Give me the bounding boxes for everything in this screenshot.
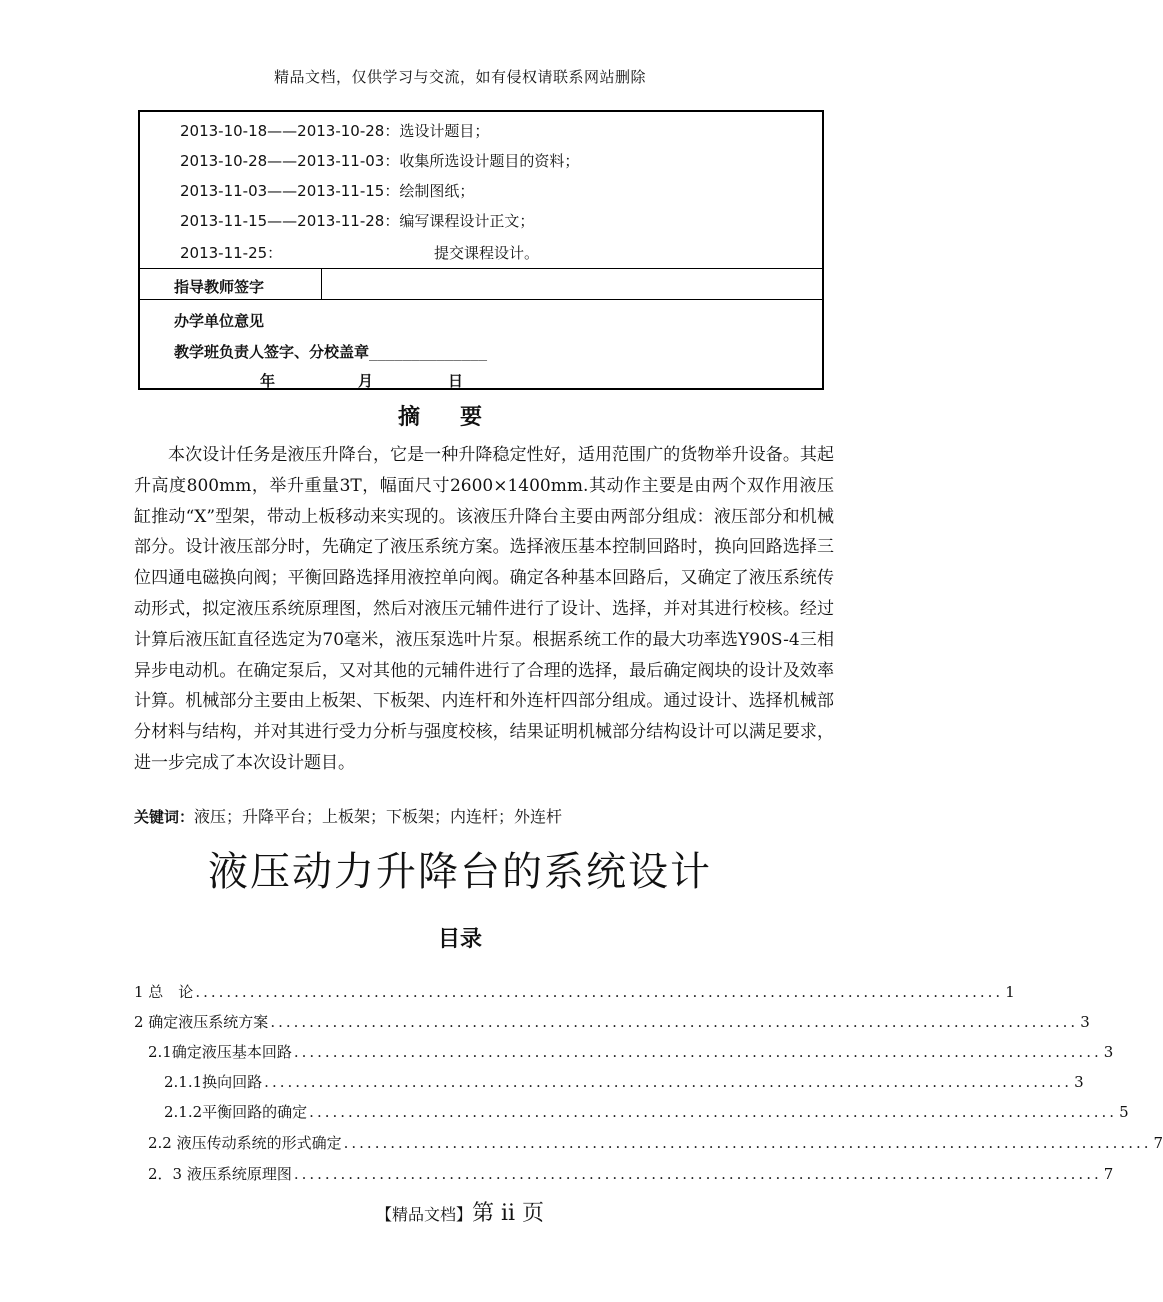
schedule-row [180,150,579,171]
date-month: 月 [358,372,374,390]
toc-entry[interactable] [134,1011,1090,1035]
schedule-row [180,242,539,263]
toc-entry-label: 1 总 论 [134,983,194,1001]
toc-entry-page: 1 [1005,983,1015,1001]
footer-prefix: 【精品文档】 [375,1205,472,1224]
date-day: 日 [448,372,464,390]
signature-label: 教学班负责人签字、分校盖章 [174,343,370,361]
table-divider [140,268,822,269]
document-title: 液压动力升降台的系统设计 [208,849,712,895]
toc-leader-dots: ........................................................................................................ [270,1013,1079,1031]
toc-entry-label: 2.2 液压传动系统的形式确定 [148,1134,342,1152]
schedule-dates: 2013-10-18——2013-10-28： [180,122,400,140]
toc-entry-page: 5 [1119,1103,1129,1121]
toc-entry[interactable] [164,1101,1129,1125]
keywords-line [134,804,562,827]
header-note: 精品文档，仅供学习与交流，如有侵权请联系网站删除 [273,68,646,86]
supervisor-label: 指导教师签字 [174,278,265,296]
toc-entry-page: 7 [1153,1134,1163,1152]
toc-entry-page: 3 [1080,1013,1090,1031]
toc-entry[interactable] [148,1132,1163,1156]
toc-entry-label: 2.1.2平衡回路的确定 [164,1103,308,1121]
toc-leader-dots: ........................................................................................................ [264,1073,1073,1091]
schedule-task: 收集所选设计题目的资料； [399,152,580,170]
footer-page-label: 第 ii 页 [471,1201,545,1226]
table-divider [140,299,822,300]
abstract-body [134,440,834,779]
toc-entry[interactable] [148,1163,1114,1187]
abstract-text: 本次设计任务是液压升降台，它是一种升降稳定性好，适用范围广的货物举升设备。其起升高度800mm，举升重量3T，幅面尺寸2600×1400mm.其动作主要是由两个双作用液压缸推动“X”型架，带动上板移动来实现的。该液压升降台主要由两部分组成：液压部分和机械部分。设计液压部分时，先确定了液压系统方案。选择液压基本控制回路时，换向回路选择三位四通电磁换向阀；平衡回路选择用液控单向阀。确定各种基本回路后，又确定了液压系统传动形式，拟定液压系统原理图，然后对液压元辅件进行了设计、选择，并对其进行校核。经过计算后液压缸直径选定为70毫米，液压泵选叶片泵。根据系统工作的最大功率选Y90S-4三相异步电动机。在确定泵后，又对其他的元辅件进行了合理的选择，最后确定阀块的设计及效率计算。机械部分主要由上板架、下板架、内连杆和外连杆四部分组成。通过设计、选择机械部分材料与结构，并对其进行受力分析与强度校核，结果证明机械部分结构设计可以满足要求，进一步完成了本次设计题目。 [134,445,834,773]
toc-leader-dots: ........................................................................................................ [343,1134,1152,1152]
schedule-dates: 2013-10-28——2013-11-03： [180,152,400,170]
schedule-row [180,180,474,201]
signature-blank: ______________ [369,345,488,361]
toc-entry-label: 2 确定液压系统方案 [134,1013,269,1031]
toc-entry[interactable] [148,1041,1114,1065]
schedule-row [180,210,534,231]
toc-title: 目录 [437,927,482,952]
keywords-text: 液压；升降平台；上板架；下板架；内连杆；外连杆 [194,807,563,826]
toc-leader-dots: ........................................................................................................ [195,983,1004,1001]
schedule-task: 选设计题目； [399,122,490,140]
date-year: 年 [260,372,276,390]
keywords-label: 关键词： [134,808,195,826]
schedule-task: 绘制图纸； [399,182,475,200]
toc-entry[interactable] [134,981,1015,1005]
schedule-form-table [138,110,824,390]
toc-entry-page: 7 [1103,1165,1114,1183]
toc-entry-page: 3 [1074,1073,1084,1091]
toc-entry-page: 3 [1103,1043,1114,1061]
schedule-task: 提交课程设计。 [434,244,540,262]
schedule-dates: 2013-11-15——2013-11-28： [180,212,400,230]
toc-entry-label: 2．3 液压系统原理图 [148,1165,292,1183]
schedule-task: 编写课程设计正文； [399,212,535,230]
toc-leader-dots: ........................................................................................................ [293,1165,1102,1183]
schedule-dates: 2013-11-25： [180,244,283,262]
toc-entry-label: 2.1确定液压基本回路 [148,1043,292,1061]
toc-leader-dots: ........................................................................................................ [309,1103,1118,1121]
schedule-dates: 2013-11-03——2013-11-15： [180,182,400,200]
abstract-heading: 摘要 [397,404,522,430]
toc-entry-label: 2.1.1换向回路 [164,1073,263,1091]
schedule-row [180,120,489,141]
table-divider [321,268,322,299]
office-opinion-label: 办学单位意见 [174,312,265,330]
page-footer [0,1196,920,1227]
signature-line [174,341,487,362]
toc-leader-dots: ........................................................................................................ [293,1043,1102,1061]
toc-entry[interactable] [164,1071,1084,1095]
